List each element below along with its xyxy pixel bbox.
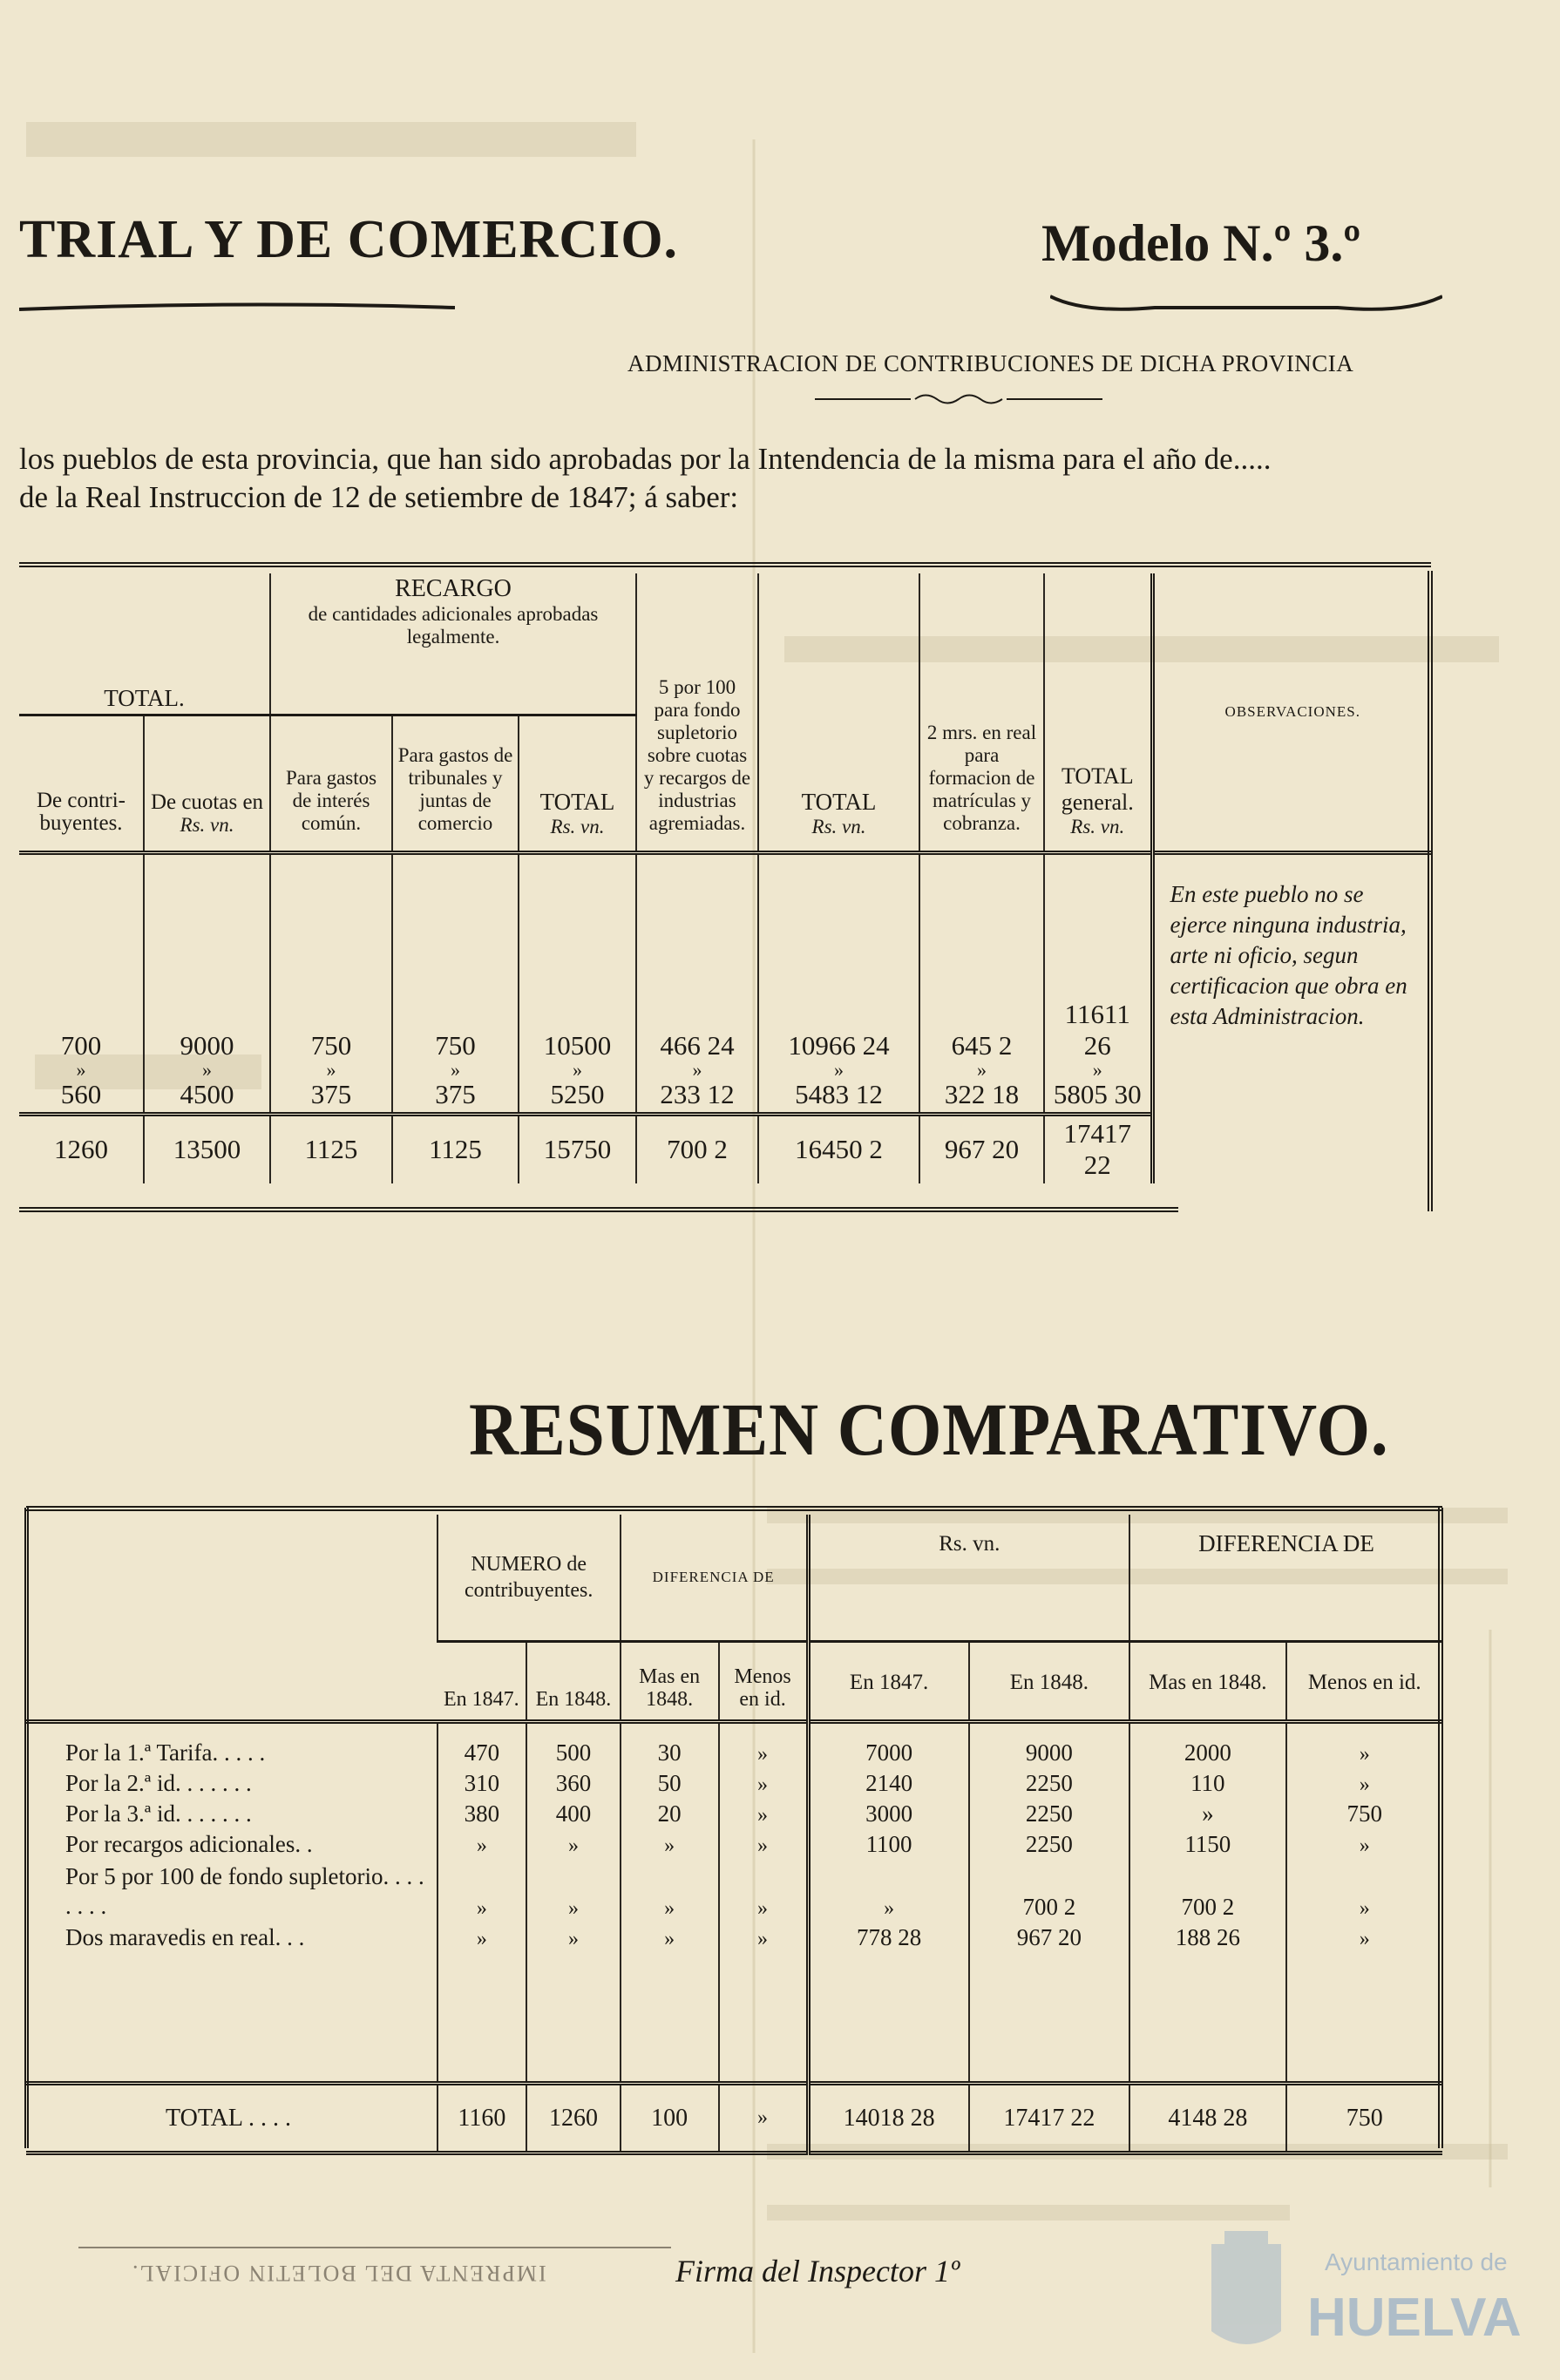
resumen-header-menos-rs: Menos en id. xyxy=(1286,1641,1442,1721)
resumen-header-menos: Menos en id. xyxy=(719,1641,809,1721)
total-tribunales: 1125 xyxy=(392,1114,519,1183)
header-recargo xyxy=(270,573,636,715)
resumen-right-rule xyxy=(1438,1508,1443,2148)
logo-text-bottom: HUELVA xyxy=(1307,2288,1522,2348)
header-total-recargo xyxy=(519,715,636,852)
resumen-spacer-row xyxy=(26,1953,1442,2084)
resumen-row: Por la 2.ª id. . . . . . . 310 360 50 » 2140 2250 110 » xyxy=(26,1768,1442,1799)
total-general-label: TOTAL general. xyxy=(1061,763,1134,815)
resumen-row: Por la 1.ª Tarifa. . . . . 470 500 30 » 7000 9000 2000 » xyxy=(26,1721,1442,1768)
cuotas-label: De cuotas en xyxy=(150,790,264,814)
total-recargo-unit: Rs. vn. xyxy=(550,815,605,837)
resumen-header-rs: Rs. vn. xyxy=(808,1515,1129,1641)
table1-bottom-rule xyxy=(19,1207,1178,1212)
resumen-row: Por 5 por 100 de fondo supletorio. . . . . . . . » » » » » 700 2 700 2 » xyxy=(26,1860,1442,1922)
recargo-title: RECARGO xyxy=(395,575,512,602)
total-fondo: 700 2 xyxy=(636,1114,758,1183)
resumen-header-en-1847: En 1847. xyxy=(444,1687,519,1711)
header-total-group: TOTAL. xyxy=(19,573,270,715)
total-dos-mrs: 967 20 xyxy=(919,1114,1044,1183)
imprenta-bleed-text: IMPRENTA DEL BOLETIN OFICIAL. xyxy=(131,2261,546,2286)
resumen-label-header xyxy=(26,1515,437,1721)
resumen-header-mas: Mas en 1848. xyxy=(621,1641,719,1721)
resumen-header-mas-rs: Mas en 1848. xyxy=(1129,1641,1285,1721)
resumen-header-rs-1848: En 1848. xyxy=(969,1641,1130,1721)
resumen-row: Dos maravedis en real. . . » » » » 778 28 967 20 188 26 » xyxy=(26,1922,1442,1953)
ayuntamiento-logo xyxy=(1194,2209,1551,2375)
header-tribunales: Para gastos de tribunales y juntas de comercio xyxy=(392,715,519,852)
header-total-general xyxy=(1044,573,1152,852)
header-cuotas xyxy=(144,715,270,852)
ornament-divider xyxy=(815,392,1102,406)
table1-col-dos-mrs: 645 2 » 322 18 xyxy=(919,852,1044,1114)
total-recargo-label: TOTAL xyxy=(539,788,615,815)
resumen-total-row: TOTAL . . . . 1160 1260 100 » 14018 28 17417 22 4148 28 750 xyxy=(26,2084,1442,2153)
table1-col-total-mid: 10966 24 » 5483 12 xyxy=(758,852,919,1114)
total-mid-unit: Rs. vn. xyxy=(811,815,866,837)
observacion-note: En este pueblo no se ejerce ninguna industria, arte ni oficio, segun certificacion que obra en esta Administracion. xyxy=(1152,852,1431,1183)
resumen-left-rule xyxy=(24,1508,29,2148)
total-mid-label: TOTAL xyxy=(801,788,877,815)
resumen-title: RESUMEN COMPARATIVO. xyxy=(469,1387,1389,1471)
resumen-table xyxy=(26,1515,1442,2155)
table1-col-contribuyentes: 700 » 560 xyxy=(60,1029,102,1109)
header-dos-mrs: 2 mrs. en real para formacion de matrículas y cobranza. xyxy=(919,573,1044,852)
total-cuotas: 13500 xyxy=(144,1114,270,1183)
recargo-subtitle: de cantidades adicionales aprobadas legalmente. xyxy=(308,603,599,648)
page-title-left: TRIAL Y DE COMERCIO. xyxy=(19,210,679,269)
table1-col-tribunales: 750 » 375 xyxy=(392,852,519,1114)
table1-right-rule xyxy=(1428,571,1433,1211)
resumen-row: Por recargos adicionales. . » » » » 1100 2250 1150 » xyxy=(26,1829,1442,1860)
administration-heading: ADMINISTRACION DE CONTRIBUCIONES DE DICHA PROVINCIA xyxy=(627,350,1354,376)
resumen-row: Por la 3.ª id. . . . . . . 380 400 20 » 3000 2250 » 750 xyxy=(26,1799,1442,1829)
header-fondo-supletorio: 5 por 100 para fondo supletorio sobre cuotas y recargos de industrias agremiadas. xyxy=(636,573,758,852)
contributions-table xyxy=(19,573,1431,1183)
cuotas-unit: Rs. vn. xyxy=(180,813,234,836)
total-interes-comun: 1125 xyxy=(270,1114,392,1183)
title-flourish-right xyxy=(1050,292,1442,318)
resumen-header-numero: NUMERO de contribuyentes. xyxy=(437,1515,621,1641)
resumen-header-en-1848: En 1848. xyxy=(526,1641,621,1721)
table1-col-total-general: 11611 26 » 5805 30 xyxy=(1044,852,1152,1114)
logo-text-top: Ayuntamiento de xyxy=(1325,2248,1508,2275)
intro-line-2: de la Real Instruccion de 12 de setiembre de 1847; á saber: xyxy=(19,480,739,514)
total-contribuyentes: 1260 xyxy=(54,1134,108,1165)
table1-top-rule xyxy=(19,562,1431,567)
intro-paragraph xyxy=(19,440,1457,517)
total-general-unit: Rs. vn. xyxy=(1070,815,1125,837)
table1-col-interes-comun: 750 » 375 xyxy=(270,852,392,1114)
title-flourish-left xyxy=(19,301,455,318)
resumen-header-diferencia: DIFERENCIA DE xyxy=(621,1515,808,1641)
total-general: 17417 22 xyxy=(1044,1114,1152,1183)
header-observaciones: OBSERVACIONES. xyxy=(1152,573,1431,852)
header-interes-comun: Para gastos de interés común. xyxy=(270,715,392,852)
header-total-mid xyxy=(758,573,919,852)
total-mid: 16450 2 xyxy=(758,1114,919,1183)
total-recargo: 15750 xyxy=(519,1114,636,1183)
model-number: Modelo N.º 3.º xyxy=(1041,214,1361,272)
resumen-header-rs-1847: En 1847. xyxy=(808,1641,969,1721)
table1-col-total-recargo: 10500 » 5250 xyxy=(519,852,636,1114)
resumen-top-rule xyxy=(26,1506,1442,1511)
resumen-header-diferencia-rs: DIFERENCIA DE xyxy=(1129,1515,1442,1641)
table1-col-cuotas: 9000 » 4500 xyxy=(144,852,270,1114)
intro-line-1: los pueblos de esta provincia, que han sido aprobadas por la Intendencia de la misma para el año de..... xyxy=(19,442,1272,476)
header-contribuyentes: De contri-buyentes. xyxy=(36,788,126,835)
firma-inspector: Firma del Inspector 1º xyxy=(675,2254,960,2288)
imprenta-rule xyxy=(78,2247,671,2248)
table1-col-fondo: 466 24 » 233 12 xyxy=(636,852,758,1114)
